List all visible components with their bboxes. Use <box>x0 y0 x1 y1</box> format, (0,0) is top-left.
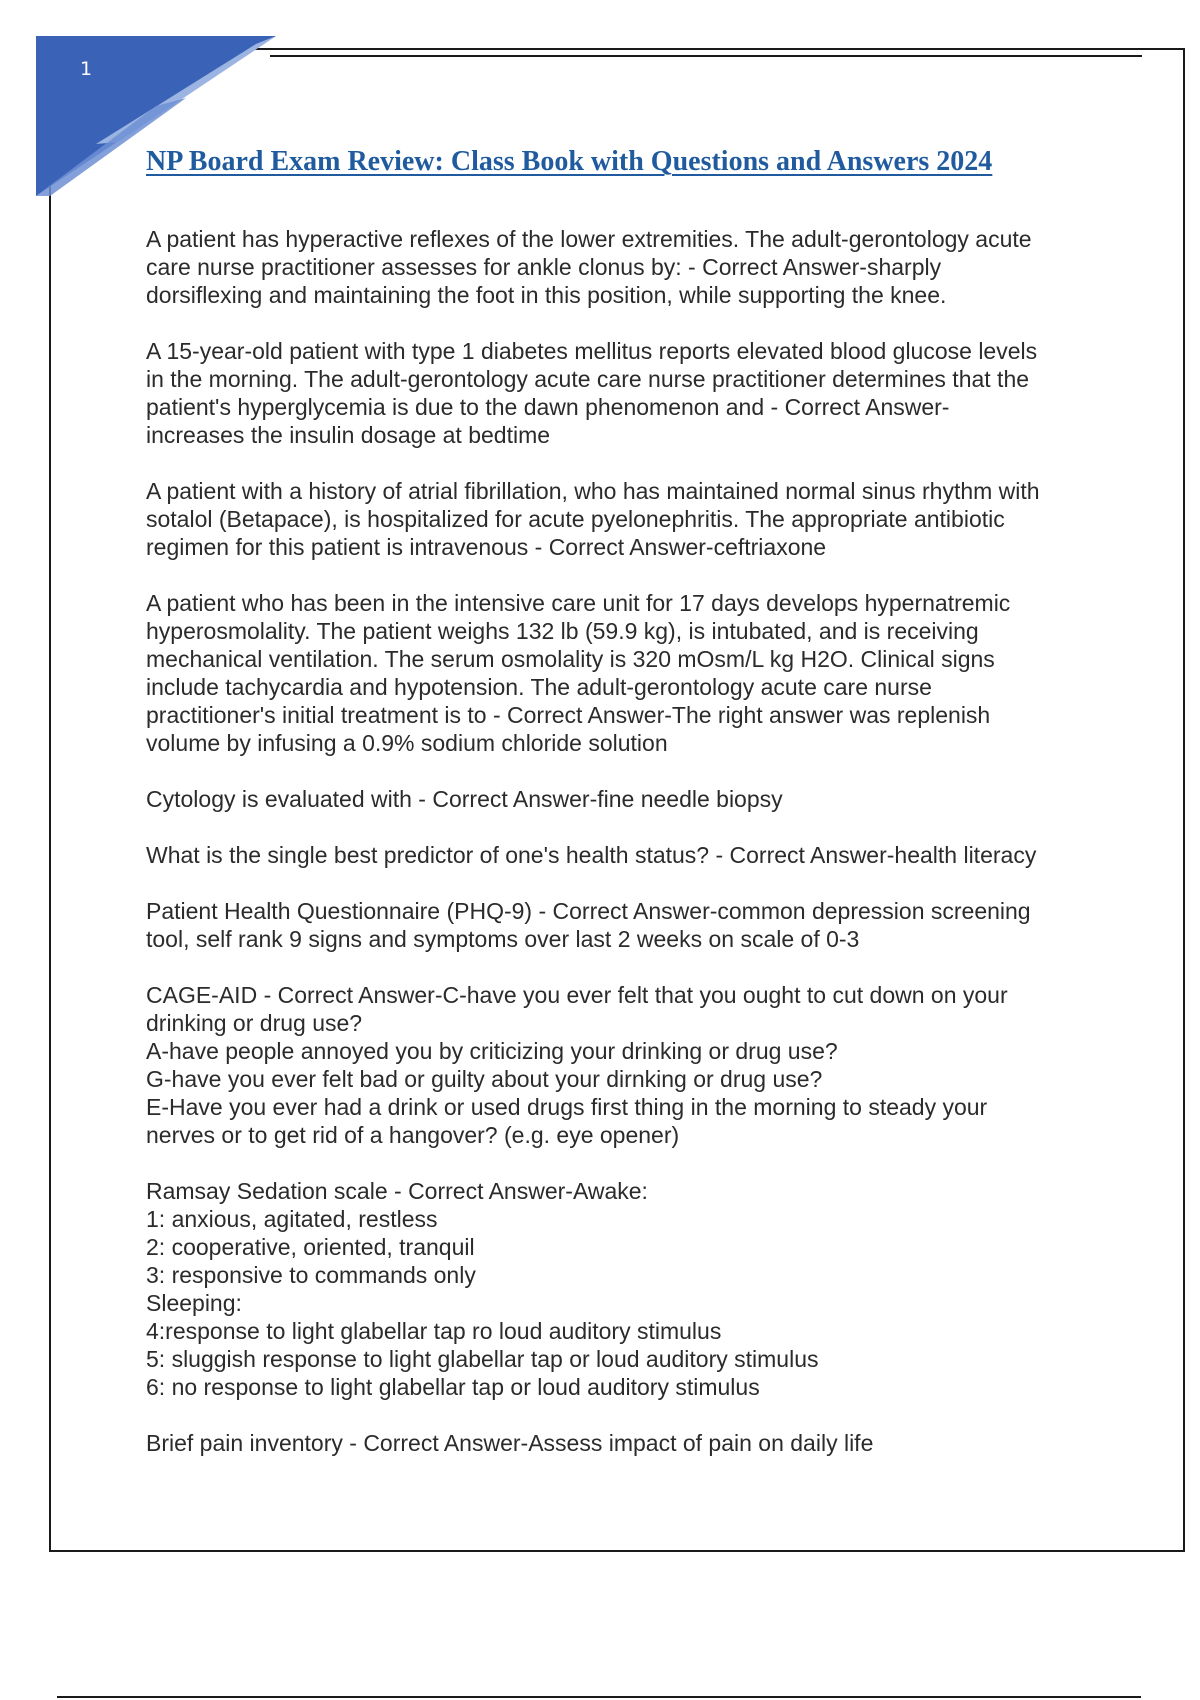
qa-line: Cytology is evaluated with - Correct Answer-fine needle biopsy <box>146 786 783 812</box>
qa-line: Sleeping: <box>146 1290 242 1316</box>
qa-line: What is the single best predictor of one's health status? - Correct Answer-health literacy <box>146 842 1037 868</box>
qa-item <box>146 897 1106 953</box>
qa-line: Patient Health Questionnaire (PHQ-9) - Correct Answer-common depression screening <box>146 898 1031 924</box>
qa-line: Brief pain inventory - Correct Answer-Assess impact of pain on daily life <box>146 1430 874 1456</box>
qa-line: A patient has hyperactive reflexes of the lower extremities. The adult-gerontology acute <box>146 226 1032 252</box>
qa-item <box>146 1177 1106 1401</box>
qa-line: patient's hyperglycemia is due to the dawn phenomenon and - Correct Answer- <box>146 394 950 420</box>
qa-line: dorsiflexing and maintaining the foot in this position, while supporting the knee. <box>146 282 947 308</box>
qa-line: practitioner's initial treatment is to - Correct Answer-The right answer was replenish <box>146 702 991 728</box>
qa-line: drinking or drug use? <box>146 1010 363 1036</box>
qa-line: hyperosmolality. The patient weighs 132 lb (59.9 kg), is intubated, and is receiving <box>146 618 979 644</box>
document-title: NP Board Exam Review: Class Book with Questions and Answers 2024 <box>146 146 993 177</box>
qa-line: tool, self rank 9 signs and symptoms over last 2 weeks on scale of 0-3 <box>146 926 860 952</box>
qa-line: 3: responsive to commands only <box>146 1262 476 1288</box>
qa-list <box>146 225 1106 1485</box>
qa-line: 6: no response to light glabellar tap or loud auditory stimulus <box>146 1374 760 1400</box>
qa-item <box>146 785 1106 813</box>
qa-line: A patient with a history of atrial fibrillation, who has maintained normal sinus rhythm with <box>146 478 1040 504</box>
qa-line: in the morning. The adult-gerontology acute care nurse practitioner determines that the <box>146 366 1030 392</box>
qa-line: G-have you ever felt bad or guilty about your dirnking or drug use? <box>146 1066 823 1092</box>
qa-line: 5: sluggish response to light glabellar tap or loud auditory stimulus <box>146 1346 819 1372</box>
qa-line: 1: anxious, agitated, restless <box>146 1206 438 1232</box>
qa-item <box>146 1429 1106 1457</box>
qa-line: volume by infusing a 0.9% sodium chloride solution <box>146 730 668 756</box>
qa-line: A patient who has been in the intensive care unit for 17 days develops hypernatremic <box>146 590 1011 616</box>
qa-line: Ramsay Sedation scale - Correct Answer-Awake: <box>146 1178 648 1204</box>
qa-line: increases the insulin dosage at bedtime <box>146 422 551 448</box>
corner-decoration <box>36 36 276 206</box>
qa-item <box>146 337 1106 449</box>
qa-item <box>146 981 1106 1149</box>
qa-line: sotalol (Betapace), is hospitalized for acute pyelonephritis. The appropriate antibiotic <box>146 506 1005 532</box>
qa-line: A-have people annoyed you by criticizing your drinking or drug use? <box>146 1038 838 1064</box>
qa-item <box>146 589 1106 757</box>
qa-line: E-Have you ever had a drink or used drugs first thing in the morning to steady your <box>146 1094 988 1120</box>
qa-line: CAGE-AID - Correct Answer-C-have you ever felt that you ought to cut down on your <box>146 982 1008 1008</box>
qa-item <box>146 225 1106 309</box>
qa-item <box>146 841 1106 869</box>
qa-line: nerves or to get rid of a hangover? (e.g. eye opener) <box>146 1122 680 1148</box>
qa-line: mechanical ventilation. The serum osmolality is 320 mOsm/L kg H2O. Clinical signs <box>146 646 995 672</box>
qa-line: include tachycardia and hypotension. The adult-gerontology acute care nurse <box>146 674 932 700</box>
qa-line: regimen for this patient is intravenous - Correct Answer-ceftriaxone <box>146 534 827 560</box>
qa-line: A 15-year-old patient with type 1 diabetes mellitus reports elevated blood glucose levels <box>146 338 1038 364</box>
footer-rule <box>57 1696 1141 1698</box>
qa-item <box>146 477 1106 561</box>
qa-line: 2: cooperative, oriented, tranquil <box>146 1234 475 1260</box>
page-number: 1 <box>80 58 93 80</box>
qa-line: 4:response to light glabellar tap ro loud auditory stimulus <box>146 1318 722 1344</box>
qa-line: care nurse practitioner assesses for ankle clonus by: - Correct Answer-sharply <box>146 254 942 280</box>
header-rule <box>270 55 1142 57</box>
